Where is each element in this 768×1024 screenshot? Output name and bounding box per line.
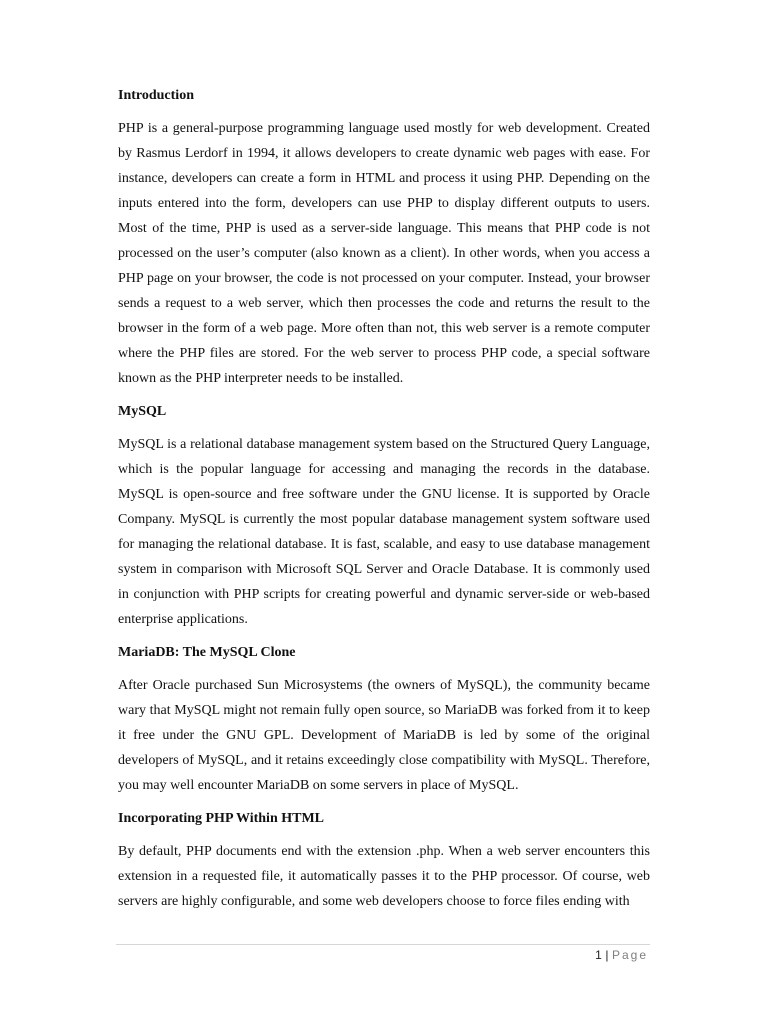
paragraph-incorporating-php: By default, PHP documents end with the extension .php. When a web server encounters this extension in a requested file, it automatically passes it to the PHP processor. Of course, web servers are highly configurable, and some web developers choose to force files ending with [118,844,650,909]
footer-separator: | [605,948,609,962]
paragraph-introduction: PHP is a general-purpose programming language used mostly for web development. Created by Rasmus Lerdorf in 1994, it allows developers to create dynamic web pages with ease. For instance, developers can create a form in HTML and process it using PHP. Depending on the inputs entered into the form, developers can use PHP to display different outputs to users. Most of the time, PHP is used as a server-side language. This means that PHP code is not processed on the user’s computer (also known as a client). In other words, when you access a PHP page on your browser, the code is not processed on your computer. Instead, your browser sends a request to a web server, which then processes the code and returns the result to the browser in the form of a web page. More often than not, this web server is a remote computer where the PHP files are stored. For the web server to process PHP code, a special software known as the PHP interpreter needs to be installed. [118,121,650,386]
paragraph-mariadb: After Oracle purchased Sun Microsystems (the owners of MySQL), the community became wary that MySQL might not remain fully open source, so MariaDB was forked from it to keep it free under the GNU GPL. Development of MariaDB is led by some of the original developers of MySQL, and it retains exceedingly close compatibility with MySQL. Therefore, you may well encounter MariaDB on some servers in place of MySQL. [118,678,650,793]
page-footer [595,946,648,964]
footer-divider [116,944,650,945]
heading-introduction: Introduction [118,88,194,103]
heading-incorporating-php: Incorporating PHP Within HTML [118,811,325,826]
document-body [118,84,650,923]
heading-mariadb: MariaDB: The MySQL Clone [118,645,296,660]
paragraph-mysql: MySQL is a relational database management system based on the Structured Query Language, which is the popular language for accessing and managing the records in the database. MySQL is open-source and free software under the GNU license. It is supported by Oracle Company. MySQL is currently the most popular database management system software used for managing the relational database. It is fast, scalable, and easy to use database management system in comparison with Microsoft SQL Server and Oracle Database. It is commonly used in conjunction with PHP scripts for creating powerful and dynamic server-side or web-based enterprise applications. [118,437,650,627]
heading-mysql: MySQL [118,404,167,419]
page-label: Page [611,948,648,962]
page-number: 1 [595,948,603,962]
